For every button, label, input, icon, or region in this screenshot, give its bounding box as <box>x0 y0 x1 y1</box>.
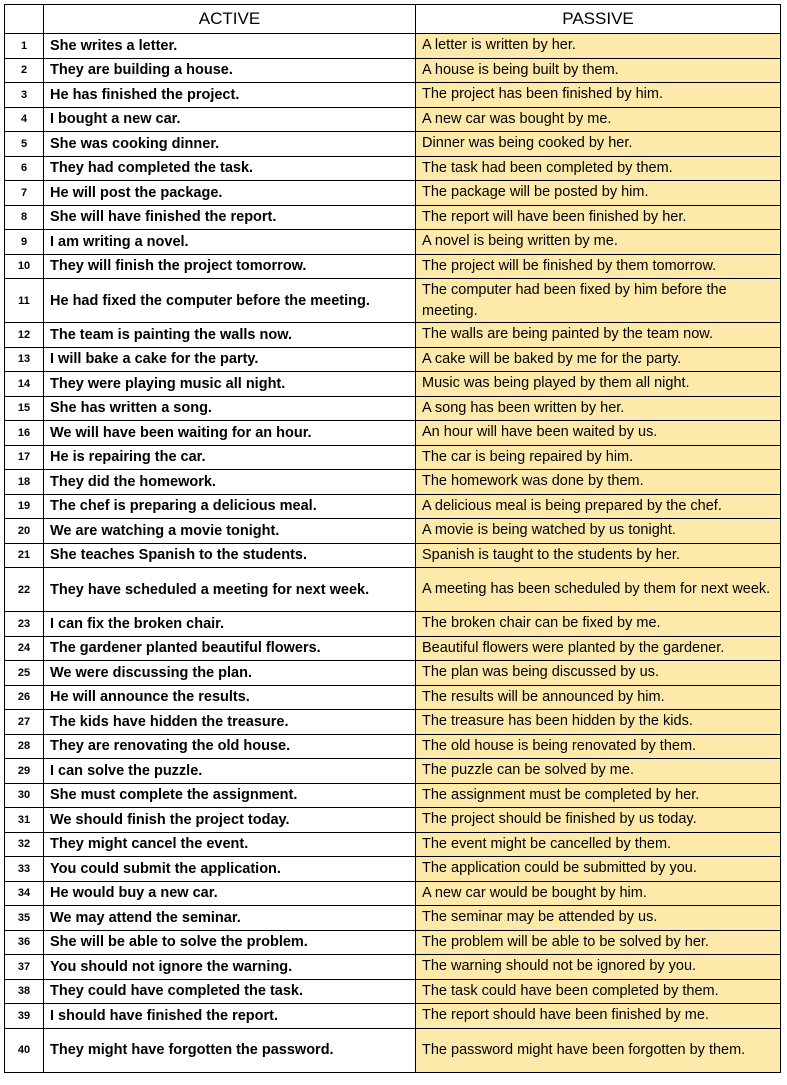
passive-sentence: The results will be announced by him. <box>416 685 781 710</box>
passive-sentence: The treasure has been hidden by the kids. <box>416 710 781 735</box>
passive-sentence: The plan was being discussed by us. <box>416 661 781 686</box>
row-number: 13 <box>5 347 44 372</box>
passive-sentence: The problem will be able to be solved by her. <box>416 930 781 955</box>
row-number: 27 <box>5 710 44 735</box>
active-sentence: We will have been waiting for an hour. <box>44 421 416 446</box>
active-sentence: She teaches Spanish to the students. <box>44 543 416 568</box>
passive-sentence: A letter is written by her. <box>416 34 781 59</box>
row-number: 2 <box>5 58 44 83</box>
table-row <box>5 372 781 397</box>
passive-sentence: Beautiful flowers were planted by the gardener. <box>416 636 781 661</box>
table-row <box>5 930 781 955</box>
row-number: 24 <box>5 636 44 661</box>
active-sentence: She must complete the assignment. <box>44 783 416 808</box>
row-number: 35 <box>5 906 44 931</box>
active-sentence: They have scheduled a meeting for next week. <box>44 568 416 612</box>
active-sentence: I will bake a cake for the party. <box>44 347 416 372</box>
row-number: 18 <box>5 470 44 495</box>
active-sentence: She has written a song. <box>44 396 416 421</box>
row-number: 22 <box>5 568 44 612</box>
passive-sentence: The project has been finished by him. <box>416 83 781 108</box>
table-row <box>5 494 781 519</box>
active-sentence: He is repairing the car. <box>44 445 416 470</box>
passive-sentence: The car is being repaired by him. <box>416 445 781 470</box>
table-row <box>5 279 781 323</box>
active-sentence: I can fix the broken chair. <box>44 612 416 637</box>
table-row <box>5 661 781 686</box>
row-number: 21 <box>5 543 44 568</box>
active-sentence: You should not ignore the warning. <box>44 955 416 980</box>
active-sentence: She was cooking dinner. <box>44 132 416 157</box>
row-number: 17 <box>5 445 44 470</box>
active-sentence: She writes a letter. <box>44 34 416 59</box>
passive-sentence: The password might have been forgotten by them. <box>416 1028 781 1072</box>
passive-sentence: The project will be finished by them tomorrow. <box>416 254 781 279</box>
table-row <box>5 58 781 83</box>
table-row <box>5 543 781 568</box>
row-number: 30 <box>5 783 44 808</box>
active-sentence: They might cancel the event. <box>44 832 416 857</box>
table-row <box>5 323 781 348</box>
table-row <box>5 685 781 710</box>
table-row <box>5 734 781 759</box>
table-row <box>5 710 781 735</box>
header-active: ACTIVE <box>44 5 416 34</box>
row-number: 37 <box>5 955 44 980</box>
row-number: 31 <box>5 808 44 833</box>
passive-sentence: Spanish is taught to the students by her. <box>416 543 781 568</box>
active-sentence: I should have finished the report. <box>44 1004 416 1029</box>
passive-sentence: The seminar may be attended by us. <box>416 906 781 931</box>
table-row <box>5 181 781 206</box>
row-number: 6 <box>5 156 44 181</box>
table-row <box>5 156 781 181</box>
row-number: 12 <box>5 323 44 348</box>
passive-sentence: A cake will be baked by me for the party. <box>416 347 781 372</box>
passive-sentence: The old house is being renovated by them. <box>416 734 781 759</box>
active-sentence: He will post the package. <box>44 181 416 206</box>
passive-sentence: A new car was bought by me. <box>416 107 781 132</box>
active-passive-table <box>4 4 781 1073</box>
table-row <box>5 783 781 808</box>
row-number: 25 <box>5 661 44 686</box>
active-sentence: The chef is preparing a delicious meal. <box>44 494 416 519</box>
passive-sentence: The package will be posted by him. <box>416 181 781 206</box>
active-sentence: I bought a new car. <box>44 107 416 132</box>
passive-sentence: The event might be cancelled by them. <box>416 832 781 857</box>
row-number: 33 <box>5 857 44 882</box>
passive-sentence: A delicious meal is being prepared by the chef. <box>416 494 781 519</box>
table-row <box>5 83 781 108</box>
row-number: 11 <box>5 279 44 323</box>
table-row <box>5 759 781 784</box>
passive-sentence: An hour will have been waited by us. <box>416 421 781 446</box>
table-row <box>5 396 781 421</box>
table-row <box>5 832 781 857</box>
passive-sentence: The walls are being painted by the team now. <box>416 323 781 348</box>
passive-sentence: The computer had been fixed by him before the meeting. <box>416 279 781 323</box>
table-row <box>5 808 781 833</box>
table-row <box>5 34 781 59</box>
active-sentence: You could submit the application. <box>44 857 416 882</box>
active-sentence: The gardener planted beautiful flowers. <box>44 636 416 661</box>
passive-sentence: The puzzle can be solved by me. <box>416 759 781 784</box>
table-row <box>5 1028 781 1072</box>
table-row <box>5 421 781 446</box>
active-sentence: They were playing music all night. <box>44 372 416 397</box>
row-number: 5 <box>5 132 44 157</box>
table-row <box>5 636 781 661</box>
table-row <box>5 979 781 1004</box>
row-number: 29 <box>5 759 44 784</box>
table-row <box>5 470 781 495</box>
row-number: 14 <box>5 372 44 397</box>
table-body <box>5 34 781 1073</box>
active-sentence: I am writing a novel. <box>44 230 416 255</box>
active-sentence: He has finished the project. <box>44 83 416 108</box>
row-number: 9 <box>5 230 44 255</box>
row-number: 15 <box>5 396 44 421</box>
row-number: 20 <box>5 519 44 544</box>
active-sentence: They had completed the task. <box>44 156 416 181</box>
active-sentence: She will be able to solve the problem. <box>44 930 416 955</box>
row-number: 8 <box>5 205 44 230</box>
passive-sentence: The warning should not be ignored by you. <box>416 955 781 980</box>
table-row <box>5 205 781 230</box>
row-number: 32 <box>5 832 44 857</box>
passive-sentence: The assignment must be completed by her. <box>416 783 781 808</box>
header-number <box>5 5 44 34</box>
row-number: 16 <box>5 421 44 446</box>
row-number: 19 <box>5 494 44 519</box>
table-row <box>5 612 781 637</box>
passive-sentence: The application could be submitted by you. <box>416 857 781 882</box>
passive-sentence: The task could have been completed by them. <box>416 979 781 1004</box>
row-number: 1 <box>5 34 44 59</box>
passive-sentence: A meeting has been scheduled by them for next week. <box>416 568 781 612</box>
table-row <box>5 347 781 372</box>
passive-sentence: The broken chair can be fixed by me. <box>416 612 781 637</box>
row-number: 39 <box>5 1004 44 1029</box>
row-number: 26 <box>5 685 44 710</box>
row-number: 36 <box>5 930 44 955</box>
header-row <box>5 5 781 34</box>
passive-sentence: The report will have been finished by her. <box>416 205 781 230</box>
row-number: 40 <box>5 1028 44 1072</box>
row-number: 7 <box>5 181 44 206</box>
table-row <box>5 132 781 157</box>
active-sentence: He will announce the results. <box>44 685 416 710</box>
header-passive: PASSIVE <box>416 5 781 34</box>
active-sentence: I can solve the puzzle. <box>44 759 416 784</box>
row-number: 3 <box>5 83 44 108</box>
active-sentence: We should finish the project today. <box>44 808 416 833</box>
row-number: 23 <box>5 612 44 637</box>
passive-sentence: A new car would be bought by him. <box>416 881 781 906</box>
passive-sentence: Dinner was being cooked by her. <box>416 132 781 157</box>
table-row <box>5 955 781 980</box>
active-sentence: The team is painting the walls now. <box>44 323 416 348</box>
row-number: 4 <box>5 107 44 132</box>
row-number: 38 <box>5 979 44 1004</box>
passive-sentence: The homework was done by them. <box>416 470 781 495</box>
active-sentence: They are building a house. <box>44 58 416 83</box>
passive-sentence: A house is being built by them. <box>416 58 781 83</box>
row-number: 28 <box>5 734 44 759</box>
passive-sentence: The report should have been finished by me. <box>416 1004 781 1029</box>
table-row <box>5 254 781 279</box>
active-sentence: They are renovating the old house. <box>44 734 416 759</box>
active-sentence: They could have completed the task. <box>44 979 416 1004</box>
active-sentence: They did the homework. <box>44 470 416 495</box>
passive-sentence: A movie is being watched by us tonight. <box>416 519 781 544</box>
passive-sentence: The task had been completed by them. <box>416 156 781 181</box>
active-sentence: The kids have hidden the treasure. <box>44 710 416 735</box>
table-row <box>5 881 781 906</box>
table-row <box>5 445 781 470</box>
table-row <box>5 1004 781 1029</box>
active-sentence: We are watching a movie tonight. <box>44 519 416 544</box>
table-row <box>5 568 781 612</box>
passive-sentence: A song has been written by her. <box>416 396 781 421</box>
passive-sentence: A novel is being written by me. <box>416 230 781 255</box>
table-row <box>5 906 781 931</box>
table-row <box>5 519 781 544</box>
row-number: 34 <box>5 881 44 906</box>
active-sentence: They will finish the project tomorrow. <box>44 254 416 279</box>
active-sentence: He had fixed the computer before the meeting. <box>44 279 416 323</box>
table-row <box>5 107 781 132</box>
active-sentence: We were discussing the plan. <box>44 661 416 686</box>
table-row <box>5 857 781 882</box>
table-row <box>5 230 781 255</box>
active-sentence: They might have forgotten the password. <box>44 1028 416 1072</box>
passive-sentence: Music was being played by them all night. <box>416 372 781 397</box>
active-sentence: We may attend the seminar. <box>44 906 416 931</box>
active-sentence: She will have finished the report. <box>44 205 416 230</box>
active-sentence: He would buy a new car. <box>44 881 416 906</box>
passive-sentence: The project should be finished by us today. <box>416 808 781 833</box>
row-number: 10 <box>5 254 44 279</box>
